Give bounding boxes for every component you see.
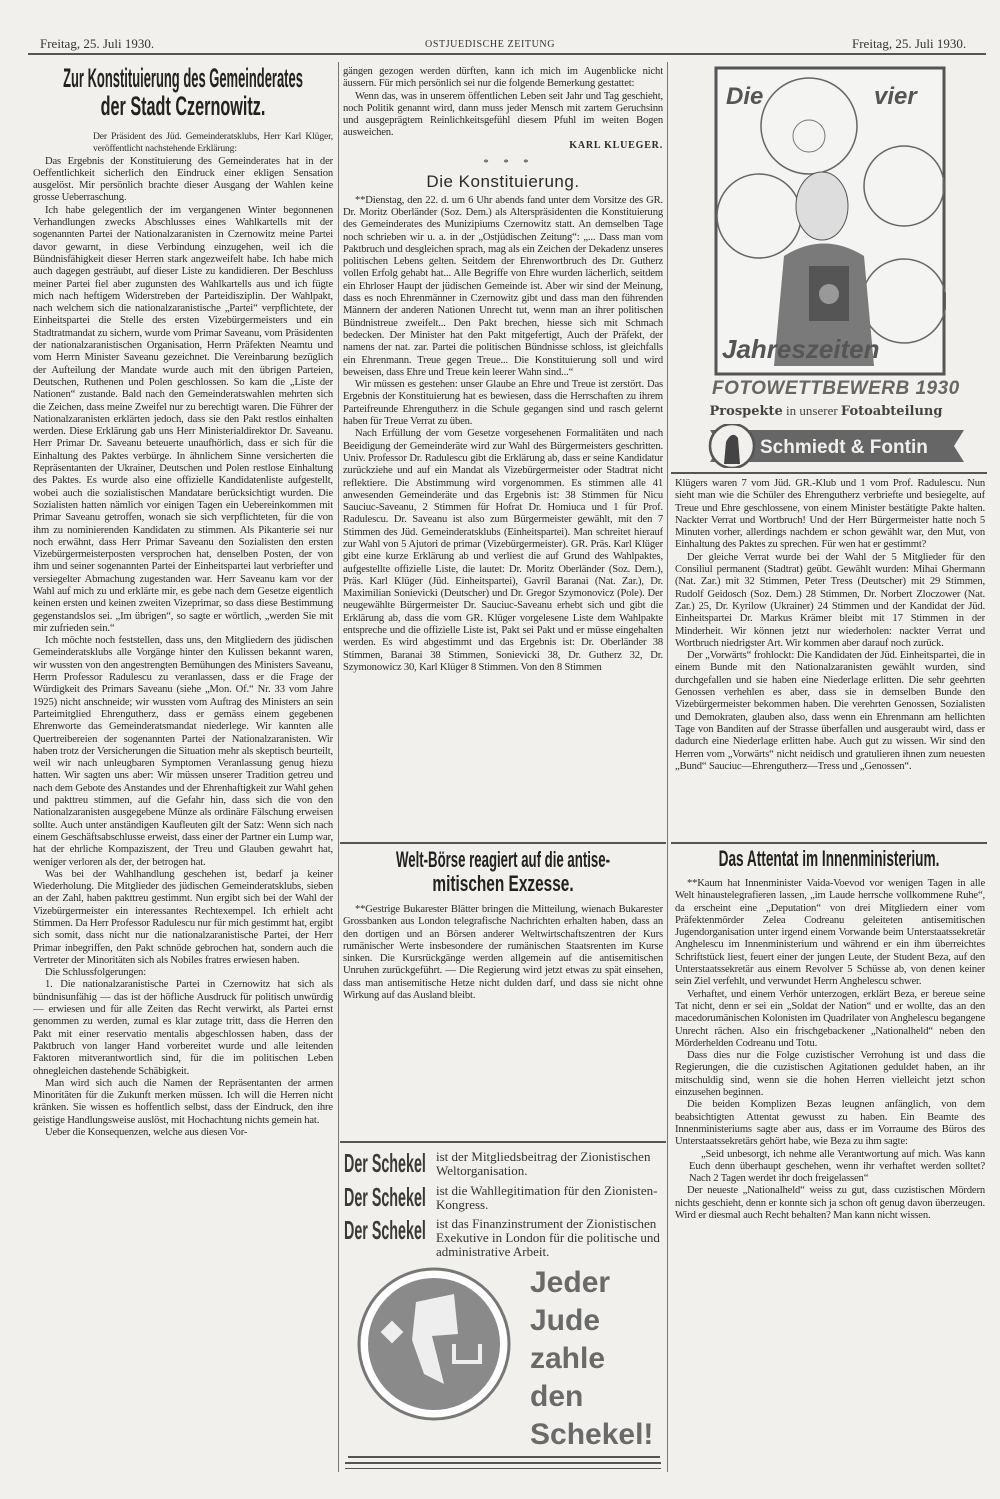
article-body-right xyxy=(675,478,985,840)
paragraph: „Seid unbesorgt, ich nehme alle Verantwortung auf mich. Was kann Euch denn überhaupt geschehen, wenn ihr verhaftet werden solltet? Nach 2 Tagen werdet ihr doch freigelassen“ xyxy=(689,1148,985,1185)
ad-word: vier xyxy=(874,83,917,110)
shekel-word: Der Schekel xyxy=(344,1148,426,1178)
paragraph: **Gestrige Bukarester Blätter bringen die Mitteilung, wienach Bukarester Grossbanken aus London telegrafische Nachrichten erhalten haben, dass an den dortigen und an Börsen anderer Weltwirtschaftszentren der Kurs rumänischer Werte insbesondere der rumänischen Staatsrenten im Kurse sinken. Die Kursrückgänge werden allgemein auf die antisemitischen Unruhen zurückgeführt. — Die Regierung wird jetzt etwas zu spät einsehen, dass man antisemitische Hetze nicht dulden darf, und dass sie nicht ohne Wirkung auf das Ausland bleibt. xyxy=(343,904,663,1002)
article-headline: Das Attentat im Innenministerium. xyxy=(718,847,940,871)
four-seasons-illustration-icon xyxy=(714,66,946,378)
paragraph: Ich habe gelegentlich der im vergangenen Winter begonnenen Verhandlungen zwecks Abschlusses eines Wahlkartells mit der sogenannten Partei der Nationalzaranisten in Czernowitz meine Partei davor gewarnt, in diese Verbindung einzugehen, weil ich die Bündnisfähigkeit dieser Herren stark angezweifelt habe. Ich habe mich auch dagegen gesträubt, auf dieser Liste zu kandidieren. Der Beschluss meiner Partei fiel aber zugunsten des Wahlkartells aus und ich fügte mich nach heftigem Widerstreben der Parteidisziplin. Der Wahlpakt, nach welchem sich die nationalzaranistische „Partei“ verpflichtete, der Einheitspartei die Stelle des ersten Vizebürgermeisters und ein Stadtratmandat zu sichern, wurde vom Primar Saveanu, vom Präsidenten der nationalzaranistischen Organisation, Herrn Präfekten Neamtu und vom Herrn Minister Saveanu gezeichnet. Die Vereinbarung bezüglich der Aufteilung der Mandate wurde auch mit den übrigen Parteien, Deutschen, Ruthenen und Polen geschlossen. So kam die „Liste der Nationen“ zustande. Bald nach den Gemeinderatswahlen mehrten sich die Zeichen, dass meine Zweifel nur zu berechtigt waren. Die Führer der Nationalzaranisten erklärten jedoch, dass sie den Pakt restlos einhalten werden. Diese Erklärung gab uns Herr Ministerialdirektor Dr. Saveanu. Herr Primar Dr. Saveanu beteuerte unaufhörlich, dass er sich für die Einhaltung des Paktes verbürge. In ähnlichem Sinne versicherten die Repräsentanten der Ukrainer, Deutschen und Polen restlose Einhaltung des Paktes. Es wurde also eine offizielle Kandidatenliste aufgestellt, wobei auch die sozialistischen Mandatare berücksichtigt wurden. Die Sozialisten hatten nämlich vor einigen Tagen ein Uebereinkommen mit Primar Saveanu getroffen, wonach sie sich verpflichteten, für die von ihm zu nominierenden Kandidaten zu stimmen. Als Pikanterie sei nur noch erwähnt, dass Herr Primar Saveanu den Sozialisten den ersten Vizebürgermeisterposten versprochen hat, denselben Posten, der von ihm und seiner sogenannten Partei der Einheitspartei laut verbriefter und versiegelter Abmachung zugestanden war. Herr Saveanu kam vor der Wahl auf mich zu und erklärte mir, es gebe nach dem Gesetze eigentlich keinen ersten und keinen zweiten Vizeprimar, so dass diese Bestimmung gegenstandslos sei. „Im übrigen“, so sagte er wörtlich, „werden Sie mit mir zufrieden sein.“ xyxy=(33,204,333,634)
header-rule xyxy=(28,53,986,55)
article-body-middle xyxy=(343,66,663,840)
article-body xyxy=(675,878,985,1428)
paragraph: gängen gezogen werden dürften, kann ich mich im Augenblicke nicht äussern. Für mich persönlich sei nur die folgende Bemerkung gestattet: xyxy=(343,66,663,90)
shekel-word: Der Schekel xyxy=(344,1182,426,1212)
paragraph: Der „Vorwärts“ frohlockt: Die Kandidaten der Jüd. Einheitspartei, die in einem Bunde mit den Nationalzaranisten gewählt wurden, sind durchgefallen und sie haben eine Niederlage erlitten. Die sehr geehrten Genossen verhehlen es aber, dass sie in demselben Bunde den Vizebürgermeister bekommen haben. Die verehrten Genossen, Sozialisten und Demokraten, glauben also, dass wenn ein Ehrenmann am hellichten Tage von Banditen auf der Strasse überfallen und ausgeraubt wird, dass er dadurch eine Niederlage erlitten habe. Auch gut zu wissen. Wir sind den Herren vom „Vorwärts“ nicht neidisch und gratulieren ihnen zum neuesten „Bund“ Sauciuc—Ehrengutherz—Tress und „Genossen“. xyxy=(675,650,985,772)
paragraph: Ueber die Konsequenzen, welche aus diesen Vor- xyxy=(45,1127,248,1139)
shekel-text: ist die Wahllegitimation für den Zionisten-Kongress. xyxy=(436,1183,658,1212)
column-divider xyxy=(338,62,339,1472)
paragraph: Die beiden Komplizen Bezas leugnen anfänglich, von dem beabsichtigten Attentat gewusst zu haben. Ein Beamte des Innenministeriums sagte aber aus, dass er im Vorraume des Büros des Unterstaatssekretärs gehört habe, wie Beza zu ihm sagte: xyxy=(675,1099,985,1148)
paragraph: Wenn das, was in unserem öffentlichen Leben seit Jahr und Tag geschieht, noch Politik genannt wird, dann muss jeder Mensch mit zartem Geruchsinn und ausgeprägtem Reinlichkeitsgefühl diesem Pfuhl im weiten Bogen ausweichen. xyxy=(343,90,663,139)
section-rule xyxy=(340,1141,666,1143)
paragraph: 1. Die nationalzaranistische Partei in Czernowitz hat sich als bündnisunfähig — das ist der höfliche Ausdruck für politisch unwürdig — erwiesen und für alle Zeiten das Recht verwirkt, als Partei ernst genommen zu werden, zumal es klar zutage tritt, dass die Herren den Pakt mit einer reservatio mentalis abgeschlossen haben, dass der Paktbruch von langer Hand vorbereitet wurde und alle leitenden Faktoren mitverantwortlich sind, für die im politischen Leben ohnegleichen dastehende Schäbigkeit. xyxy=(33,979,333,1077)
column-divider xyxy=(667,62,668,1472)
paragraph: Dass dies nur die Folge cuzistischer Verrohung ist und dass die Regierungen, die die cuzistischen Agitationen geduldet haben, an ihr mitschuldig sind, wenn sie die hohen Herren vielleicht jetzt schon einzusehen beginnen. xyxy=(675,1050,985,1099)
shekel-word: Der Schekel xyxy=(344,1215,426,1245)
shekel-text: ist das Finanzinstrument der Zionistischen Exekutive in London für die politische und administrative Arbeit. xyxy=(436,1216,660,1259)
ad-rule xyxy=(345,1468,661,1469)
paragraph: **Dienstag, den 22. d. um 6 Uhr abends fand unter dem Vorsitze des GR. Dr. Moritz Oberländer (Soz. Dem.) als Alterspräsidenten die Konstituierung des Gemeinderates des Munizipiums Czernowitz statt. An demselben Tage noch schrieben wir u. a. in der „Ostjüdischen Zeitung“: „... Dass man vom Paktbruch und desgleichen sprach, mag als ein Zeichen der Dekadenz unseres politischen Lebens gelten. Seitdem der Ehrenwortbruch des Dr. Gutherz vollen Erfolg gehabt hat... Alle Begriffe von Ehre wurden lächerlich, seitdem ein Ehrloser Haupt der jüdischen Gemeinde ist. Aber wir sind der Meinung, dass es noch Ehrenmänner in Czernowitz gibt und dass man den führenden Männern der anderen Nationen Unrecht tut, wenn man an ihrer politischen Bündnistreue zweifelt... Den Pakt brechen, hiesse sich mit Schmach bedecken. Der Minister hat den Pakt mitgefertigt, Auch der Präfekt, der namens der nat. zar. Partei die politischen Bündnisse schloss, ist gleichfalls ein Ehrenmann. Treue gegen Treue... Die Konstituierung soll und wird beweisen, dass Ehre und Treue kein leerer Wahn sind...“ xyxy=(343,194,663,378)
paragraph: Die Schlussfolgerungen: xyxy=(45,967,146,979)
article-headline: Welt-Börse reagiert auf die antise- mitischen Exzesse. xyxy=(396,848,610,896)
prospekte-line: Prospekte in unserer Fotoabteilung xyxy=(709,403,943,419)
ad-word: Die xyxy=(726,83,764,110)
shekel-emblem-icon xyxy=(354,1264,514,1424)
article-title: Die Konstituierung. xyxy=(426,172,580,192)
signature: KARL KLUEGER. xyxy=(569,139,663,151)
date-left: Freitag, 25. Juli 1930. xyxy=(40,36,155,51)
paragraph: Klügers waren 7 vom Jüd. GR.-Klub und 1 vom Prof. Radulescu. Nun sieht man wie die Schüler des Ehrengutherz verbriefte und besiegelte, auf Treue und Ehre geschlossene, von einem Minister bestätigte Pakte halten. Nackter Verrat und Wortbruch! Und der Herr Bürgermeister hatte noch 5 Minuten vorher, allerdings nachdem er schon gewählt war, den Mut, von Einhaltung des Paktes zu sprechen. Für wen hat er gestimmt? xyxy=(675,478,985,551)
dog-logo-icon xyxy=(702,424,972,468)
shekel-slogan: Jeder Jude zahle den Schekel! xyxy=(530,1266,654,1451)
brand-name: Schmiedt & Fontin xyxy=(760,437,928,458)
shekel-text: ist der Mitgliedsbeitrag der Zionistischen Weltorganisation. xyxy=(436,1149,651,1178)
article-body-left xyxy=(33,131,333,1473)
paragraph: **Kaum hat Innenminister Vaida-Voevod vor wenigen Tagen in alle Welt hinaustelegrafieren lassen, „im Laude herrsche vollkommene Ruhe“, da erscheint eine „Deputation“ von drei Mitgliedern einer vom Präfektenmörder Zelea Codreanu geleiteten antisemitischen Jugendorganisation unter irgend einem Vorwande beim Unterstaatssekretär Anghelescu im Innenministerium und während er ein ihm überreichtes Schriftstück liest, feuert einer der jungen Leute, der Student Beza, auf den Unterstaatssekretär aus einem Revolver 5 Schüsse ab, von denen keiner sein Ziel verfehlt, und verwundet Herrn Anghelescu schwer. xyxy=(675,878,985,988)
paragraph: Wir müssen es gestehen: unser Glaube an Ehre und Treue ist zerstört. Das Ergebnis der Konstituierung hat es bewiesen, dass die Herrschaften zu ihrem Parteifreunde Ehrengutherz in die Schule gegangen sind und rasch gelernt haben für Treue Verrat zu üben. xyxy=(343,379,663,428)
article-intro: Der Präsident des Jüd. Gemeinderatsklubs, Herr Karl Klüger, veröffentlicht nachstehende Erklärung: xyxy=(93,131,333,155)
ad-rule xyxy=(345,1462,661,1464)
ad-word: Jahreszeiten xyxy=(722,334,880,364)
paragraph: Der gleiche Verrat wurde bei der Wahl der 5 Mitglieder für den Consiliul permanent (Stadtrat) geübt. Gewählt wurden: Mihai Ghermann (Nat. Zar.) mit 32 Stimmen, Peter Tress (Deutscher) mit 29 Stimmen, Rudolf Geidosch (Soz. Dem.) 28 Stimmen, Dr. Norbert Zloczower (Nat. Zar.) 25, Dr. Kyrilow (Ukrainer) 24 Stimmen und der Kandidat der Jüd. Einheitspartei Dr. Markus Krämer bleibt mit 17 Stimmen in der Minderheit. Wir können jetzt nur wiederholen: nackter Verrat und Wortbruch niedrigster Art. Wir kommen aber darauf noch zurück. xyxy=(675,551,985,649)
paragraph: Der neueste „Nationalheld“ weiss zu gut, dass cuzistischen Mördern nichts geschieht, denn er konnte sich ja schon oft genug davon überzeugen. Wird er diesmal auch Recht behalten? Man kann nicht wissen. xyxy=(675,1185,985,1222)
separator: * * * xyxy=(483,158,535,170)
article-body xyxy=(343,904,663,1134)
section-rule xyxy=(340,842,666,844)
section-rule xyxy=(671,472,987,474)
date-right: Freitag, 25. Juli 1930. xyxy=(852,36,967,51)
paragraph: Ich möchte noch feststellen, dass uns, den Mitgliedern des jüdischen Gemeinderatsklubs alle Vorgänge hinter den Kulissen bekannt waren, wir wussten von den angestrengten Bemühungen des Ministers Saveanu, Herrn Professor Radulescu zu veranlassen, dass er die Frage der Würdigkeit des Primars Saveanu (siehe „Mon. Of.“ Nr. 33 vom Jahre 1925) nicht anschneide; wir wussten vom Auftrag des Ministers an sein Parteimitglied Ehrengutherz, dass er gemäss einem gegebenen Ehrenworte das Gemeinderatsmandat niederlege. Wir kannten alle Quertreibereien der sogenannten Partei der Nationalzaranisten. Wir haben trotz der Versicherungen die Situation mehr als skeptisch beurteilt, weil wir nach unleugbaren Symptomen Veranlassung genug hiezu hatten. Wir sagten uns aber: Wir müssen unserer Tradition getreu und nach dem Gebote des Anstandes und der Ehrenhaftigkeit zur Wahl gehen und pakttreu stimmen, auf die Gefahr hin, dass sich die von den Nationalzaranisten ausgegebene Münze als ordinäre Fälschung erweisen sollte. Auch unter anständigen Kaufleuten gilt der Satz: Wenn sich nach einem Geschäftsabschlusse erweist, dass einer der Partner ein Lump war, hat der ehrliche Kompaziszent, der Treu und Glauben gewahrt hat, weniger verloren als der, der betrogen hat. xyxy=(33,635,333,868)
paragraph: Was bei der Wahlhandlung geschehen ist, bedarf ja keiner Wiederholung. Die Mitglieder des jüdischen Gemeinderatsklubs, sieben an der Zahl, haben pakttreu gestimmt. Nun ergibt sich bei der Wahl der Vizebürgermeister ein interessantes Rechtexempel. Ich erhielt acht Stimmen. Da Herr Professor Radulescu nur für mich gestimmt hat, ergibt sich somit, dass nicht nur die nationalzaranistische Partei, der Herr Primar inbegriffen, den Pakt schnöde gebrochen hat, sondern auch die Vertreter der Minoritäten sich als Nobiles fratres erwiesen haben. xyxy=(33,868,333,966)
article-headline: Zur Konstituierung des Gemeinderates der Stadt Czernowitz. xyxy=(63,64,303,121)
paragraph: Nach Erfüllung der vom Gesetze vorgesehenen Formalitäten und nach Beeidigung der Gemeinderäte wird zur Wahl des Bürgermeisters geschritten. Univ. Professor Dr. Radulescu gibt die Erklärung ab, dass er seine Kandidatur zurückziehe und auf ein Mandat als Vizebürgermeister oder Stadtrat nicht reflektiere. Die Abstimmung wird vorgenommen. Es stimmen alle 41 anwesenden Gemeinderäte und das Ergebnis ist: 38 Stimmen für Nicu Sauciuc-Saveanu, 2 Stimmen für Hofrat Dr. Homiuca und 1 für Prof. Radulescu. Dr. Saveanu ist also zum Bürgermeister gewählt, mit den 7 Stimmen des Jüd. Gemeinderatsklubs (Einheitspartei). Man schreitet hierauf zur Wahl von 5 Ajutori de primar (Vizebürgermeister). GR. Präs. Karl Klüger gibt eine kurze Erklärung ab und verliest die auf Grund des Wahlpaktes, aufgestellte offizielle Liste, die lautet: Dr. Moritz Oberländer (Soz. Dem.), Präs. Karl Klüger (Jüd. Einheitspartei), Gavril Baranai (Nat. Zar.), Dr. Maximilian Sonievicki (Deutscher) und Dr. Gregor Szymonovicz (Pole). Der neugewählte Bürgermeister Dr. Sauciuc-Saveanu erhebt sich und gibt die Erklärung ab, dass die vom GR. Klüger vorgelesene Liste dem Wahlpakte entspreche und die offizielle Liste ist, Pakt sei Pakt und er müsse eingehalten werden. Es wird abgestimmt und das Ergebnis ist: Dr. Oberländer 38 Stimmen, Baranai 38 Stimmen, Sonievicki 38, Dr. Gutherz 32, Dr. Szymonowicz 30, Karl Klüger 8 Stimmen. Von den 8 Stimmen xyxy=(343,428,663,673)
paragraph: Das Ergebnis der Konstituierung des Gemeinderates hat in der Oeffentlichkeit sicherlich den Eindruck einer ekligen Sensation ausgelöst. Mir persönlich brachte dieser Ausgang der Wahlen keine grosse Ueberraschung. xyxy=(33,155,333,204)
ad-rule xyxy=(348,1456,660,1458)
contest-title: FOTOWETTBEWERB 1930 xyxy=(712,378,960,399)
newspaper-name: OSTJUEDISCHE ZEITUNG xyxy=(425,39,556,50)
section-rule xyxy=(671,842,987,844)
paragraph: Man wird sich auch die Namen der Repräsentanten der armen Minoritäten für die Zukunft merken müssen. Ich will die Herren nicht kränken. Sie wissen es hoffentlich selbst, dass der Eindruck, den ihre geistige Handlungsweise auslöst, mit Hochachtung nichts gemein hat. xyxy=(33,1077,333,1126)
paragraph: Verhaftet, und einem Verhör unterzogen, erklärt Beza, er bereue seine Tat nicht, denn er sei ein „Soldat der Nation“ und er wollte, das an den macedorumänischen Kolonisten im Quadrilater von Anghelescu begangene Unrecht rächen. Also ein frischgebackener „Nationalheld“ neben den Mörderhelden Codreanu und Totu. xyxy=(675,988,985,1049)
